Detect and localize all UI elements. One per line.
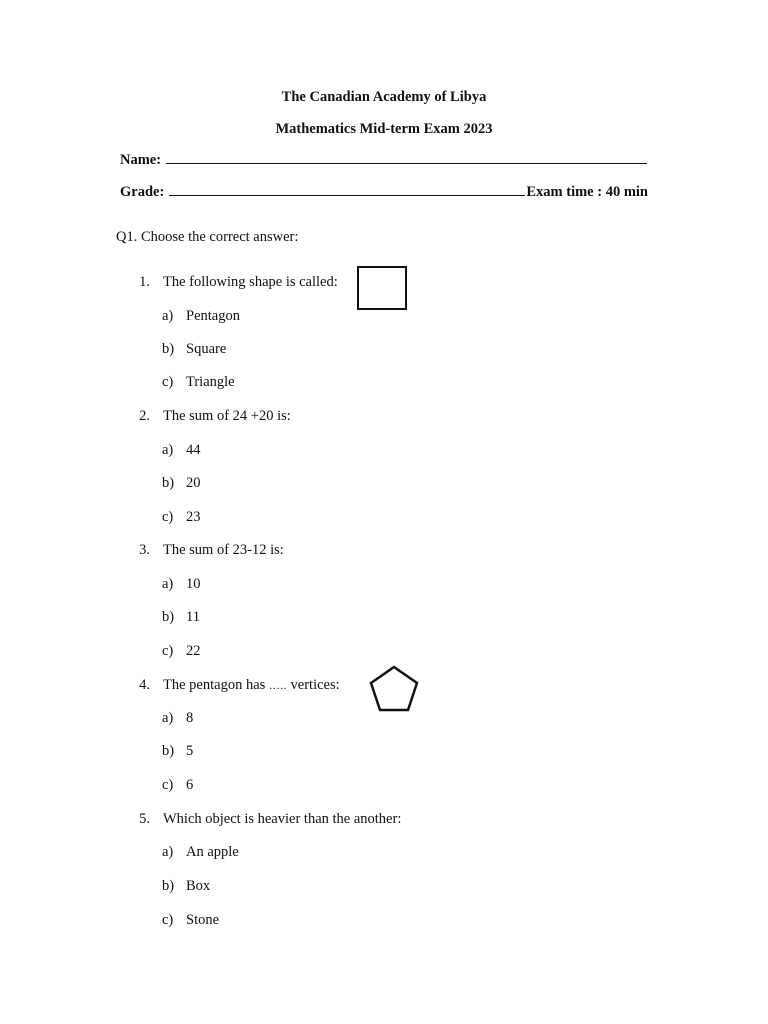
option-letter: c) [162, 509, 174, 525]
option-letter: a) [162, 710, 174, 726]
name-label: Name: [120, 152, 162, 168]
question-text [163, 676, 340, 695]
option-letter: b) [162, 341, 175, 357]
option-letter: a) [162, 442, 174, 458]
question-number: 5. [139, 811, 150, 827]
option-letter: b) [162, 609, 175, 625]
option-letter: c) [162, 643, 174, 659]
question-number: 2. [139, 408, 150, 424]
option-text[interactable]: Triangle [186, 374, 235, 390]
option-text[interactable]: Stone [186, 912, 220, 928]
option-text[interactable]: 20 [186, 475, 201, 491]
name-row [120, 150, 648, 169]
question-text: The sum of 23-12 is: [163, 542, 284, 558]
option-text[interactable]: 22 [186, 643, 201, 659]
option-text[interactable]: Box [186, 878, 211, 894]
school-name: The Canadian Academy of Libya [281, 89, 487, 105]
option-text[interactable]: 23 [186, 509, 201, 525]
option-letter: a) [162, 576, 174, 592]
question-number: 4. [139, 677, 150, 693]
option-text[interactable]: Square [186, 341, 227, 357]
question-number: 3. [139, 542, 150, 558]
option-text[interactable]: 6 [186, 777, 194, 793]
question-text: The sum of 24 +20 is: [163, 408, 291, 424]
option-letter: b) [162, 475, 175, 491]
exam-title: Mathematics Mid-term Exam 2023 [275, 121, 493, 137]
option-letter: c) [162, 374, 174, 390]
option-letter: a) [162, 844, 174, 860]
question-text-start: The pentagon has [163, 677, 269, 693]
pentagon-icon [367, 664, 421, 714]
question-number: 1. [139, 274, 150, 290]
grade-label: Grade: [120, 184, 165, 200]
question-text-end: vertices: [286, 677, 340, 693]
option-text[interactable]: 10 [186, 576, 201, 592]
question-text: The following shape is called: [163, 274, 338, 290]
grade-row [120, 182, 648, 201]
option-letter: c) [162, 912, 174, 928]
exam-time: Exam time : 40 min [526, 184, 648, 200]
option-letter: c) [162, 777, 174, 793]
option-text[interactable]: An apple [186, 844, 239, 860]
option-text[interactable]: 44 [186, 442, 201, 458]
option-letter: b) [162, 743, 175, 759]
option-text[interactable]: 8 [186, 710, 194, 726]
blank-dots: ….. [268, 680, 287, 692]
section-title: Q1. Choose the correct answer: [116, 229, 299, 245]
square-icon [357, 266, 407, 310]
option-letter: b) [162, 878, 175, 894]
option-letter: a) [162, 308, 174, 324]
option-text[interactable]: Pentagon [186, 308, 240, 324]
question-text: Which object is heavier than the another: [163, 811, 402, 827]
grade-field[interactable] [169, 182, 525, 196]
option-text[interactable]: 11 [186, 609, 200, 625]
option-text[interactable]: 5 [186, 743, 194, 759]
name-field[interactable] [166, 150, 647, 164]
